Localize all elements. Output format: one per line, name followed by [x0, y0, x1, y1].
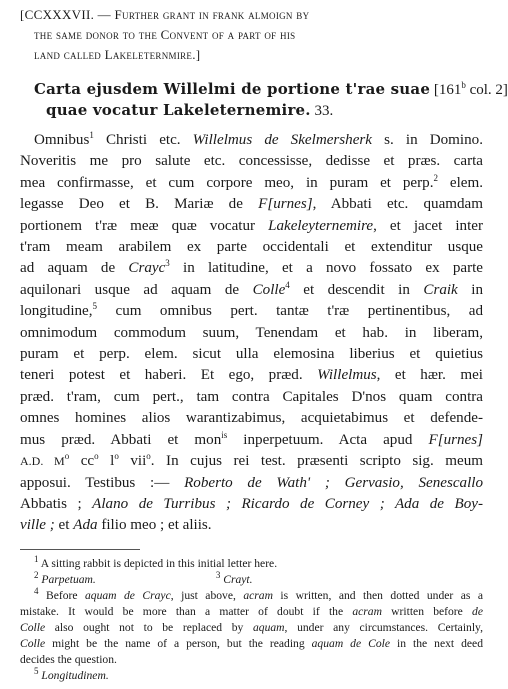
body-line: ad aquam de Crayc$^3$ in latitudine, et a novo fossato ex parte	[20, 258, 483, 277]
body-line: mus præd. Abbati et mon$^{is}$ inperpetuum. Acta apud F[urnes]	[20, 429, 483, 448]
heading-line-2: the same donor to the Convent of a part of his	[34, 27, 296, 42]
heading-line-3: land called Lakeleternmire.]	[34, 47, 201, 62]
heading-line-1: [CCXXXVII. — Further grant in frank almoign by	[20, 7, 310, 22]
footnote-ref: 3	[165, 258, 170, 269]
footnote-4-cont: mistake. It would be more than a matter of doubt if the acram written before de	[20, 605, 483, 618]
body-line: aquilonari usque ad aquam de Colle$^4$ et descendit in Craik in	[20, 279, 483, 298]
footnote-divider	[20, 549, 140, 550]
charter-title	[34, 79, 508, 121]
body-line: omnes homines alios warantizabimus, acquietabimus et defende-	[20, 410, 483, 427]
folio-ref-sup: b	[461, 80, 466, 90]
body-line: apposui. Testibus :— Roberto de Wath' ; Gervasio, Senescallo	[20, 474, 484, 491]
body-line: Abbatis ; Alano de Turribus ; Ricardo de Corney ; Ada de Boy-	[20, 495, 483, 512]
body-line: omnimodum commodum suum, Tenendam et hab. in liberam,	[20, 324, 483, 341]
footnote-4-cont: Colle also ought not to be replaced by aquam, under any circumstances. Certainly,	[20, 621, 484, 634]
body-line: portionem t'ræ meæ quæ vocatur Lakeleyternemire, et jacet inter	[20, 217, 484, 234]
body-line: legasse Deo et B. Mariæ de F[urnes], Abbati etc. quamdam	[20, 196, 483, 213]
charter-title-text-1: Carta ejusdem Willelmi de portione t'rae suae	[34, 80, 431, 98]
section-heading	[20, 5, 482, 65]
body-line: præd. t'ram, cum pert., tam contra Capitales D'nos quam contra	[20, 388, 483, 405]
footnote-5: $^5$ Longitudinem.	[34, 666, 109, 682]
body-line: teneri potest et haberi. Et ego, præd. Willelmus, et hær. mei	[20, 367, 484, 384]
charter-title-line-2	[34, 100, 484, 121]
body-line: Noveritis me pro salute etc. concessisse, dedisse et præs. carta	[20, 153, 483, 170]
body-line: t'ram meam arabilem ex parte occidentali et extenditur usque	[20, 239, 483, 256]
folio-ref-end: col. 2]	[465, 82, 508, 98]
footnote-ref: 1	[89, 129, 94, 140]
charter-number: 33.	[314, 103, 334, 119]
body-line: longitudine,$^5$ cum omnibus pert. tantæ t'ræ pertinentibus, ad	[20, 301, 483, 320]
folio-reference	[434, 82, 508, 98]
footnote-4-cont: Colle might be the name of a person, but the reading aquam de Cole in the next deed	[20, 637, 483, 650]
folio-ref-start: [161	[433, 82, 462, 98]
footnotes	[20, 556, 483, 684]
body-line: ville ; et Ada filio meo ; et aliis.	[20, 517, 212, 534]
footnote-1: $^1$ A sitting rabbit is depicted in this initial letter here.	[34, 554, 278, 570]
footnote-ref: 2	[433, 172, 438, 183]
footnote-4: $^4$ Before aquam de Crayc, just above, acram is written, and then dotted under as a	[34, 586, 483, 602]
superscript: is	[221, 429, 228, 440]
footnote-4-end: decides the question.	[20, 653, 117, 666]
body-line: mea confirmasse, et cum corpore meo, in puram et perp.$^2$ elem.	[20, 172, 483, 191]
charter-title-line-1	[34, 79, 508, 100]
footnote-ref: 5	[92, 301, 98, 312]
body-line: Omnibus$^1$ Christi etc. Willelmus de Skelmersherk s. in Domino.	[34, 129, 483, 148]
charter-body	[20, 130, 483, 537]
body-line: A.D. $M^o$ $cc^o$ $l^o$ vii$^o$. In cujus rei test. præsenti scripto sig. meum	[20, 451, 483, 470]
body-line: puram et perp. elem. sicut ulla elemosina liberius et quietius	[20, 346, 483, 363]
charter-title-text-2: quae vocatur Lakeleternemire.	[46, 101, 311, 119]
footnote-ref: 4	[285, 279, 290, 290]
footnote-2-3: $^2$ Parpetuam. $^3$ Crayt.	[34, 570, 253, 586]
